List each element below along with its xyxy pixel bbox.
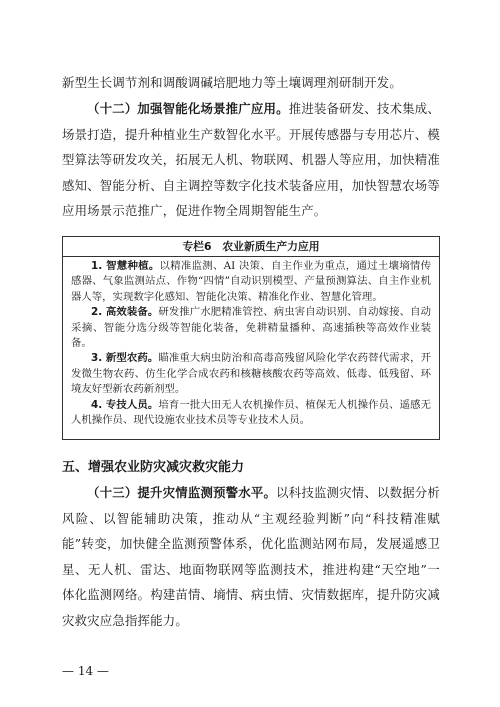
box-item-text: 研发推广水肥精准管控、病虫害自动识别、自动嫁接、自动采摘、智能分选分级等智能化装备，免耕精量播种、高速插秧等高效作业装备。 [71, 306, 432, 350]
section-13-title: （十三）提升灾情监测预警水平。 [87, 485, 277, 500]
box-item-title: 3. 新型农药。 [91, 352, 159, 365]
box-item-text: 瞄准重大病虫防治和高毒高残留风险化学农药替代需求，开发微生物农药、仿生化学合成农药和核糖核酸农药等高效、低毒、低残留、环境友好型新农药新剂型。 [71, 352, 432, 396]
box-item-title: 1. 智慧种植。 [91, 260, 160, 272]
column-box-title: 专栏6 农业新质生产力应用 [63, 237, 439, 257]
box-item [71, 305, 431, 351]
page-number: — 14 — [62, 664, 109, 678]
box-item [71, 259, 431, 305]
box-item [71, 398, 431, 429]
box-item-text: 培育一批大田无人农机操作员、植保无人机操作员、遥感无人机操作员、现代设施农业技术员等专业技术人员。 [71, 398, 432, 427]
section-12-title: （十二）加强智能化场景推广应用。 [87, 101, 289, 116]
box-item-title: 4. 专技人员。 [91, 398, 159, 411]
box-item-text: 以精准监测、AI 决策、自主作业为重点，通过土壤墒情传感器、气象监测站点、作物“四情”自动识别模型、产量预测算法、自主作业机器人等，实现数字化感知、智能化决策、精准化作业、智慧化管理。 [71, 260, 431, 303]
intro-line: 新型生长调节剂和调酸调碱培肥地力等土壤调理剂研制开发。 [62, 75, 402, 90]
section-13-paragraph [62, 480, 440, 634]
box-item-title: 2. 高效装备。 [91, 306, 159, 319]
intro-paragraph [62, 70, 440, 96]
column-box-body [63, 257, 439, 428]
section-5-heading: 五、增强农业防灾减灾救灾能力 [62, 460, 245, 475]
column-box [62, 236, 440, 440]
section-12-text: 推进装备研发、技术集成、场景打造，提升种植业生产数智化水平。开展传感器与专用芯片、模型算法等研发攻关，拓展无人机、物联网、机器人等应用，加快精准感知、智能分析、自主调控等数字化技术装备应用，加快智慧农场等应用场景示范推广，促进作物全周期智能生产。 [62, 101, 440, 219]
box-item [71, 351, 431, 397]
section-13-text: 以科技监测灾情、以数据分析风险、以智能辅助决策，推动从“主观经验判断”向“科技精准赋能”转变，加快健全监测预警体系，优化监测站网布局，发展遥感卫星、无人机、雷达、地面物联网等监测技术，推进构建“天空地”一体化监测网络。构建苗情、墒情、病虫情、灾情数据库，提升防灾减灾救灾应急指挥能力。 [62, 485, 441, 628]
section-12-paragraph [62, 96, 440, 224]
